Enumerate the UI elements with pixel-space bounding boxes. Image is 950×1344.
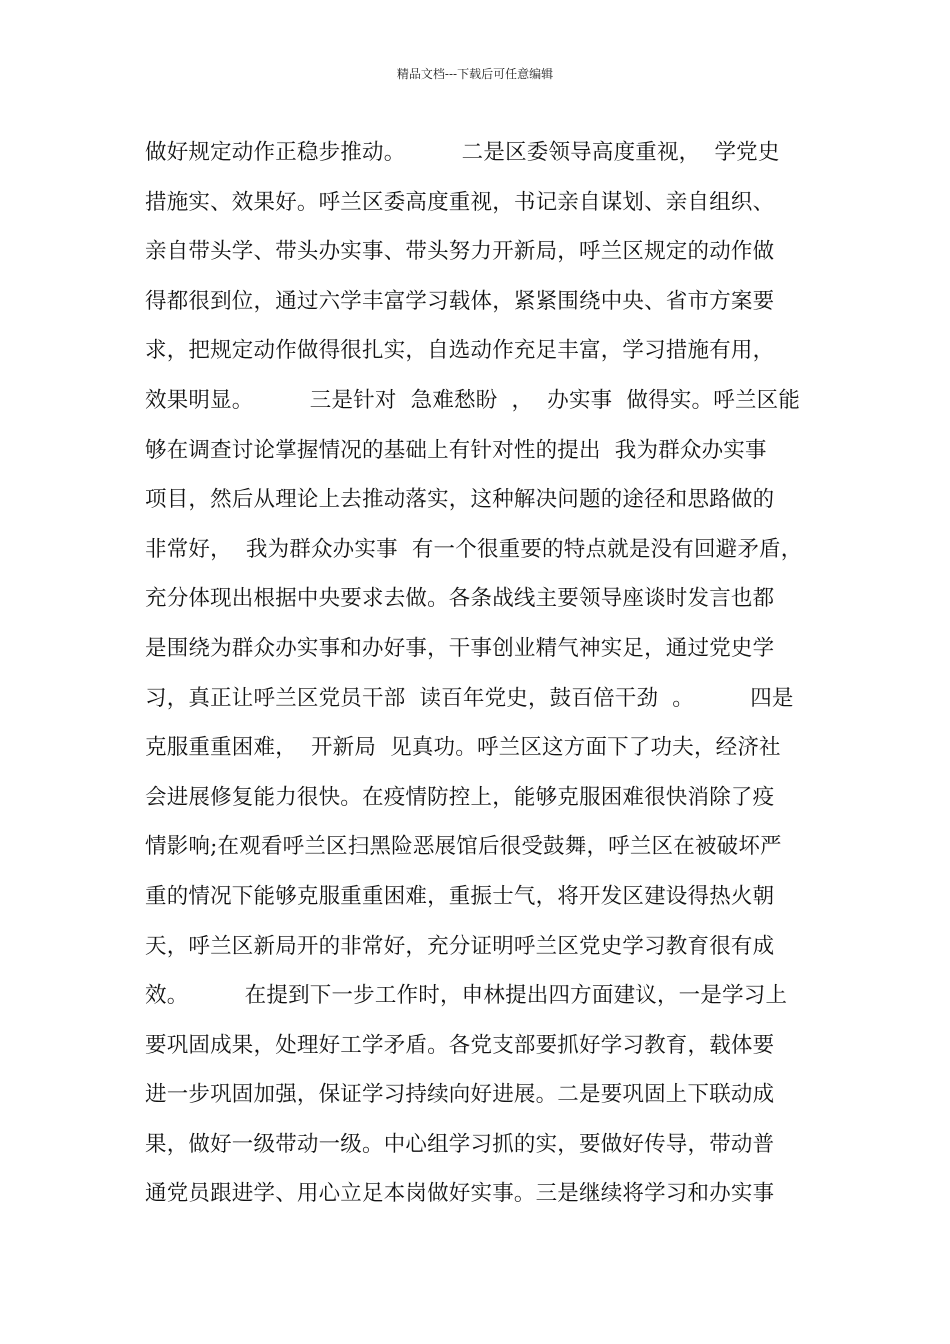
text-line: 天，呼兰区新局开的非常好，充分证明呼兰区党史学习教育很有成 [145,933,775,959]
text-line: 会进展修复能力很快。在疫情防控上，能够克服困难很快消除了疫 [145,784,775,810]
text-line: 习，真正让呼兰区党员干部 读百年党史，鼓百倍干劲 。 四是 [145,685,794,711]
text-line: 措施实、效果好。呼兰区委高度重视，书记亲自谋划、亲自组织、 [145,189,775,215]
text-line: 重的情况下能够克服重重困难，重振士气，将开发区建设得热火朝 [145,883,775,909]
text-line: 求，把规定动作做得很扎实，自选动作充足丰富，学习措施有用， [145,338,775,364]
text-line: 进一步巩固加强，保证学习持续向好进展。二是要巩固上下联动成 [145,1082,775,1108]
text-line: 够在调查讨论掌握情况的基础上有针对性的提出 我为群众办实事 [145,437,767,463]
text-line: 充分体现出根据中央要求去做。各条战线主要领导座谈时发言也都 [145,586,775,612]
text-line: 是围绕为群众办实事和办好事，干事创业精气神实足，通过党史学 [145,635,775,661]
text-line: 情影响;在观看呼兰区扫黑险恶展馆后很受鼓舞，呼兰区在被破坏严 [145,834,782,860]
text-line: 项目，然后从理论上去推动落实，这种解决问题的途径和思路做的 [145,487,775,513]
document-body [145,134,810,1225]
text-line: 亲自带头学、带头办实事、带头努力开新局，呼兰区规定的动作做 [145,239,775,265]
text-line: 做好规定动作正稳步推动。 二是区委领导高度重视， 学党史 [145,140,780,165]
text-line: 得都很到位，通过六学丰富学习载体，紧紧围绕中央、省市方案要 [145,288,775,314]
text-line: 效果明显。 三是针对 急难愁盼 ， 办实事 做得实。呼兰区能 [145,387,801,413]
text-line: 效。 在提到下一步工作时，申林提出四方面建议，一是学习上 [145,983,788,1009]
text-line: 非常好， 我为群众办实事 有一个很重要的特点就是没有回避矛盾， [145,536,803,562]
text-line: 克服重重困难， 开新局 见真功。呼兰区这方面下了功夫，经济社 [145,735,781,761]
text-line: 果，做好一级带动一级。中心组学习抓的实，要做好传导，带动普 [145,1131,775,1157]
text-line: 通党员跟进学、用心立足本岗做好实事。三是继续将学习和办实事 [145,1181,775,1207]
page-header: 精品文档---下载后可任意编辑 [396,67,554,81]
text-line: 要巩固成果，处理好工学矛盾。各党支部要抓好学习教育，载体要 [145,1032,775,1058]
